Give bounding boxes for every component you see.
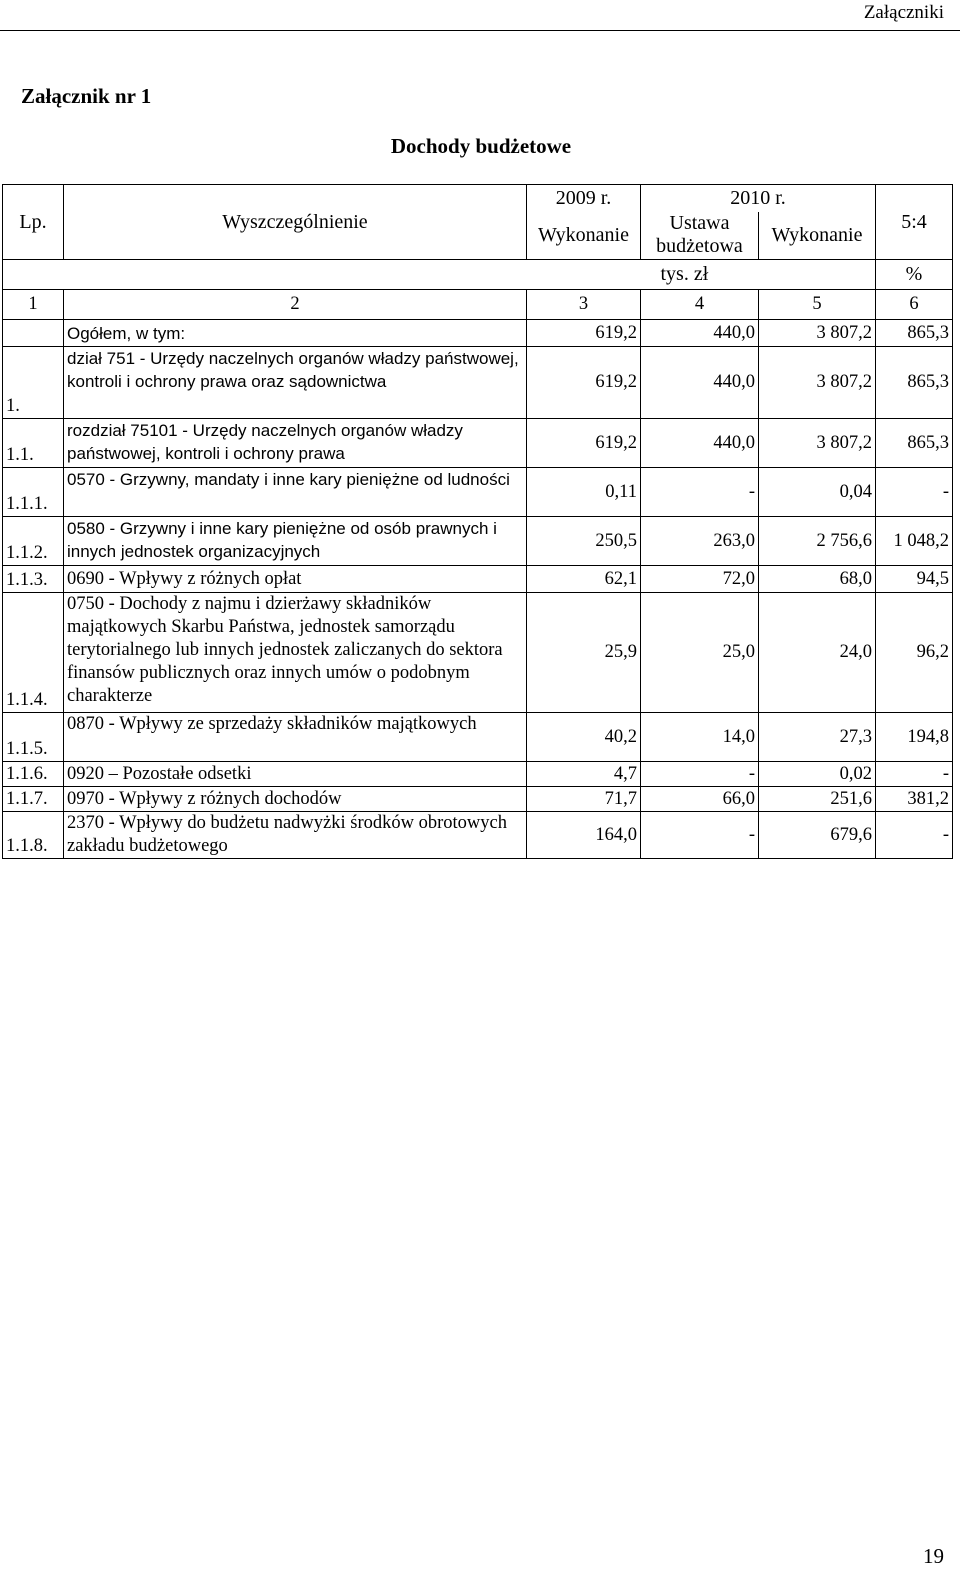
table-row (3, 787, 953, 812)
value-2009-execution: 619,2 (527, 347, 641, 419)
table-row (3, 762, 953, 787)
table-row (3, 468, 953, 517)
value-2009-execution: 164,0 (527, 812, 641, 859)
value-2010-budget: - (641, 468, 759, 517)
header-item: Wyszczególnienie (64, 185, 527, 260)
table-row (3, 812, 953, 859)
header-year-2009: 2009 r. (527, 185, 641, 212)
value-2010-execution: 24,0 (759, 593, 876, 713)
running-header (0, 0, 960, 31)
row-lp: 1.1.1. (3, 468, 64, 517)
row-lp: 1. (3, 347, 64, 419)
value-2009-execution: 619,2 (527, 320, 641, 347)
value-2010-execution: 0,02 (759, 762, 876, 787)
value-2009-execution: 250,5 (527, 517, 641, 566)
header-unit-percent: % (876, 260, 953, 290)
row-lp: 1.1.4. (3, 593, 64, 713)
header-unit: tys. zł (641, 260, 876, 290)
value-ratio: 865,3 (876, 320, 953, 347)
column-number: 4 (641, 290, 759, 320)
row-lp: 1.1.8. (3, 812, 64, 859)
column-number: 5 (759, 290, 876, 320)
value-2009-execution: 71,7 (527, 787, 641, 812)
value-2009-execution: 40,2 (527, 713, 641, 762)
value-2010-execution: 27,3 (759, 713, 876, 762)
table-row (3, 566, 953, 593)
row-name: 0870 - Wpływy ze sprzedaży składników majątkowych (64, 713, 527, 762)
value-2009-execution: 62,1 (527, 566, 641, 593)
page-title-text: Dochody budżetowe (390, 134, 572, 158)
row-name: 0750 - Dochody z najmu i dzierżawy składników majątkowych Skarbu Państwa, jednostek samorządu terytorialnego lub innych jednostek zaliczanych do sektora finansów publicznych oraz innych umów o podobnym charakterze (64, 593, 527, 713)
row-name: dział 751 - Urzędy naczelnych organów władzy państwowej, kontroli i ochrony prawa oraz sądownictwa (64, 347, 527, 419)
row-lp: 1.1.6. (3, 762, 64, 787)
row-lp (3, 320, 64, 347)
table-row (3, 347, 953, 419)
column-number: 1 (3, 290, 64, 320)
value-2010-execution: 2 756,6 (759, 517, 876, 566)
row-name: 0920 – Pozostałe odsetki (64, 762, 527, 787)
value-2009-execution: 4,7 (527, 762, 641, 787)
value-2010-budget: 66,0 (641, 787, 759, 812)
row-name: 2370 - Wpływy do budżetu nadwyżki środków obrotowych zakładu budżetowego (64, 812, 527, 859)
table-row (3, 517, 953, 566)
table-row (3, 593, 953, 713)
page-number: 19 (923, 1544, 944, 1568)
row-lp: 1.1.5. (3, 713, 64, 762)
value-ratio: - (876, 762, 953, 787)
value-2010-execution: 3 807,2 (759, 347, 876, 419)
value-2010-execution: 68,0 (759, 566, 876, 593)
header-year-2010: 2010 r. (641, 185, 876, 212)
row-name: 0570 - Grzywny, mandaty i inne kary pieniężne od ludności (64, 468, 527, 517)
table-row (3, 419, 953, 468)
value-2010-budget: 14,0 (641, 713, 759, 762)
value-2010-execution: 3 807,2 (759, 419, 876, 468)
running-head-text: Załączniki (863, 2, 944, 23)
row-name: 0970 - Wpływy z różnych dochodów (64, 787, 527, 812)
budget-revenue-table (2, 184, 953, 859)
value-ratio: - (876, 812, 953, 859)
row-name: rozdział 75101 - Urzędy naczelnych organów władzy państwowej, kontroli i ochrony prawa (64, 419, 527, 468)
value-2010-execution: 3 807,2 (759, 320, 876, 347)
table-row (3, 713, 953, 762)
header-lp: Lp. (3, 185, 64, 260)
value-ratio: 96,2 (876, 593, 953, 713)
header-execution-2009: Wykonanie (527, 212, 641, 260)
page-title (0, 134, 960, 159)
header-ratio: 5:4 (876, 185, 953, 260)
row-lp: 1.1.3. (3, 566, 64, 593)
row-lp: 1.1. (3, 419, 64, 468)
column-number: 2 (64, 290, 527, 320)
value-2010-budget: 440,0 (641, 320, 759, 347)
value-2010-budget: 440,0 (641, 419, 759, 468)
row-name: Ogółem, w tym: (64, 320, 527, 347)
row-lp: 1.1.2. (3, 517, 64, 566)
header-execution-2010: Wykonanie (759, 212, 876, 260)
column-number: 3 (527, 290, 641, 320)
value-ratio: - (876, 468, 953, 517)
value-ratio: 1 048,2 (876, 517, 953, 566)
value-ratio: 194,8 (876, 713, 953, 762)
value-2010-budget: 25,0 (641, 593, 759, 713)
row-name: 0580 - Grzywny i inne kary pieniężne od osób prawnych i innych jednostek organizacyjnych (64, 517, 527, 566)
value-ratio: 381,2 (876, 787, 953, 812)
table-row (3, 320, 953, 347)
value-2010-budget: - (641, 762, 759, 787)
value-2010-execution: 251,6 (759, 787, 876, 812)
value-2009-execution: 0,11 (527, 468, 641, 517)
header-budget-2010: Ustawa budżetowa (641, 212, 759, 260)
value-ratio: 865,3 (876, 347, 953, 419)
value-2010-budget: 72,0 (641, 566, 759, 593)
value-2010-budget: 440,0 (641, 347, 759, 419)
row-lp: 1.1.7. (3, 787, 64, 812)
value-2010-budget: 263,0 (641, 517, 759, 566)
value-2009-execution: 25,9 (527, 593, 641, 713)
value-ratio: 94,5 (876, 566, 953, 593)
attachment-label: Załącznik nr 1 (21, 84, 152, 108)
value-2010-execution: 0,04 (759, 468, 876, 517)
value-2009-execution: 619,2 (527, 419, 641, 468)
column-number: 6 (876, 290, 953, 320)
value-2010-execution: 679,6 (759, 812, 876, 859)
value-ratio: 865,3 (876, 419, 953, 468)
row-name: 0690 - Wpływy z różnych opłat (64, 566, 527, 593)
value-2010-budget: - (641, 812, 759, 859)
